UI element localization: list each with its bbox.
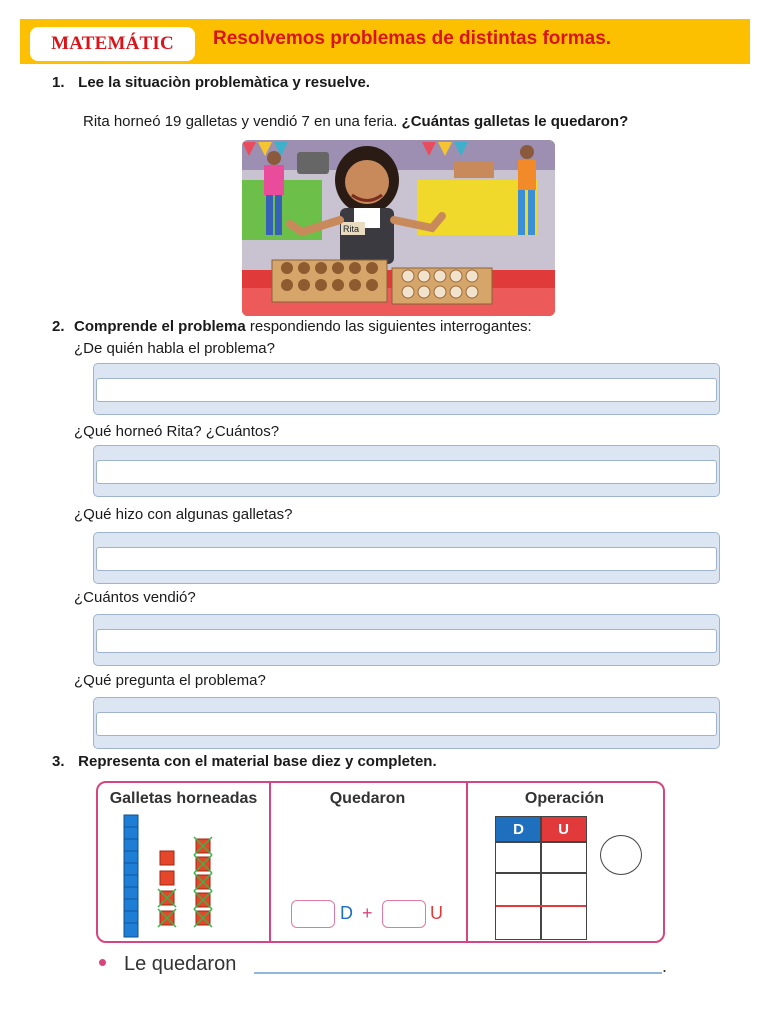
sub-question-4: ¿Cuántos vendió? (74, 589, 196, 606)
market-scene-image (242, 140, 555, 316)
bullet-icon (99, 959, 106, 966)
answer-box-4[interactable] (93, 614, 720, 666)
problem-question: ¿Cuántas galletas le quedaron? (401, 113, 629, 130)
answer-line-5[interactable] (96, 712, 717, 736)
market-illustration (242, 140, 555, 316)
question-2-number: 2. (52, 318, 65, 335)
sub-question-2: ¿Qué horneó Rita? ¿Cuántos? (74, 423, 280, 440)
table-divider (540, 817, 542, 939)
answer-line-1[interactable] (96, 378, 717, 402)
problem-statement (83, 113, 628, 130)
question-1-heading (52, 74, 370, 91)
units-header: U (541, 817, 586, 841)
answer-box-5[interactable] (93, 697, 720, 749)
question-2-text: respondiendo las siguientes interrogantes: (245, 318, 532, 335)
table-row-line (496, 841, 586, 843)
tens-label: D (340, 903, 353, 923)
question-2-heading (52, 318, 532, 335)
answer-line-2[interactable] (96, 460, 717, 484)
answer-line-4[interactable] (96, 629, 717, 653)
units-input-box[interactable] (382, 900, 426, 928)
question-3-heading (52, 753, 437, 770)
result-line (496, 905, 586, 907)
question-1-text: Lee la situaciòn problemàtica y resuelve. (78, 74, 370, 91)
tens-header: D (496, 817, 541, 841)
problem-plain: Rita horneó 19 galletas y vendió 7 en una feria. (83, 113, 402, 130)
question-1-number: 1. (52, 74, 65, 91)
units-label: U (430, 903, 443, 923)
plus-sign: + (362, 903, 373, 923)
sub-question-3: ¿Qué hizo con algunas galletas? (74, 506, 293, 523)
result-label: Le quedaron (124, 953, 237, 975)
answer-box-2[interactable] (93, 445, 720, 497)
sub-question-5: ¿Qué pregunta el problema? (74, 672, 266, 689)
operator-circle[interactable] (600, 835, 642, 875)
answer-line-3[interactable] (96, 547, 717, 571)
tens-input-box[interactable] (291, 900, 335, 928)
page-title: Resolvemos problemas de distintas formas. (213, 28, 612, 49)
result-period: . (662, 956, 668, 976)
table-row-line (496, 872, 586, 874)
rita-name-tag: Rita (343, 224, 360, 234)
question-3-number: 3. (52, 753, 65, 770)
column-title-quedaron: Quedaron (329, 790, 406, 807)
answer-box-1[interactable] (93, 363, 720, 415)
answer-box-3[interactable] (93, 532, 720, 584)
sub-question-1: ¿De quién habla el problema? (74, 340, 275, 357)
question-2-text-bold: Comprende el problema (74, 318, 246, 335)
result-answer-line[interactable] (254, 972, 662, 974)
column-title-operacion: Operación (524, 790, 605, 807)
question-3-text: Representa con el material base diez y completen. (78, 753, 437, 770)
base-ten-table (96, 781, 665, 943)
subject-label: MATEMÁTIC (30, 27, 195, 61)
column-title-galletas: Galletas horneadas (109, 790, 258, 807)
header-banner (20, 19, 750, 64)
operation-table[interactable] (495, 816, 587, 940)
base-ten-blocks-icon (118, 813, 218, 941)
